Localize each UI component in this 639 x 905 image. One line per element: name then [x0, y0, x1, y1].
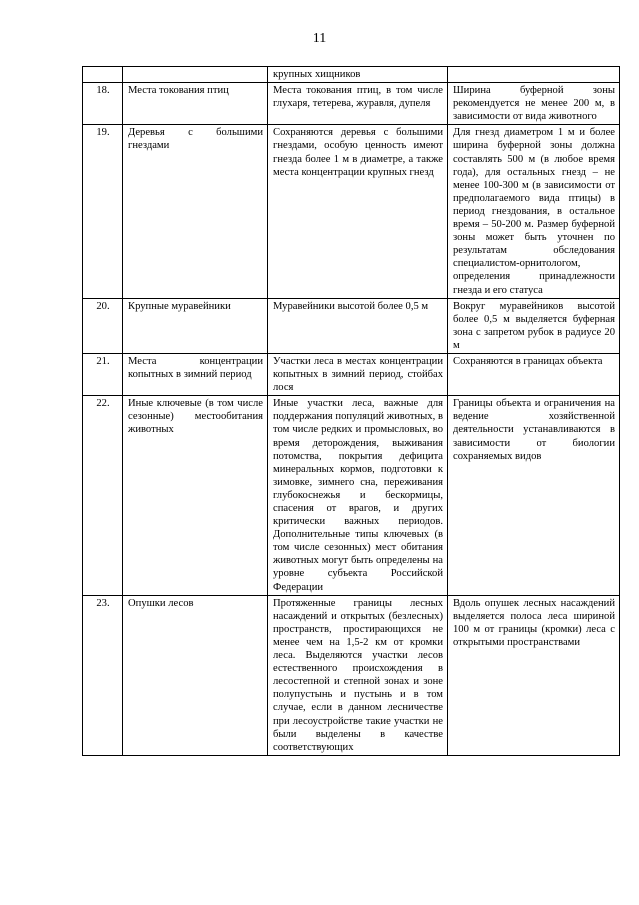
- table-row: [83, 298, 620, 353]
- object-name: Места концентрации копытных в зимний период: [123, 353, 268, 395]
- row-number: [83, 67, 123, 83]
- protection-regime: [448, 67, 620, 83]
- protection-regime: Для гнезд диаметром 1 м и более ширина буферной зоны должна составлять 500 м (в любое время года), для остальных гнезд – не менее 100-300 м (в зависимости от предполагаемого вида птицы) в период гнездования, в остальное время – 50-200 м. Размер буферной зоны может быть уточнен по результатам обследования специалистом-орнитологом, определения принадлежности гнезда и его статуса: [448, 125, 620, 298]
- object-description: Участки леса в местах концентрации копытных в зимний период, стойбах лося: [268, 353, 448, 395]
- table-row: [83, 83, 620, 125]
- row-number: 21.: [83, 353, 123, 395]
- object-description: Сохраняются деревья с большими гнездами, особую ценность имеют гнезда более 1 м в диаметре, а также места концентрации крупных гнезд: [268, 125, 448, 298]
- table-row: [83, 353, 620, 395]
- object-name: Крупные муравейники: [123, 298, 268, 353]
- object-description: Муравейники высотой более 0,5 м: [268, 298, 448, 353]
- protection-regime: Ширина буферной зоны рекомендуется не менее 200 м, в зависимости от вида животного: [448, 83, 620, 125]
- row-number: 22.: [83, 396, 123, 595]
- protection-regime: Вокруг муравейников высотой более 0,5 м выделяется буферная зона с запретом рубок в радиусе 20 м: [448, 298, 620, 353]
- object-name: Деревья с большими гнездами: [123, 125, 268, 298]
- protection-regime: Сохраняются в границах объекта: [448, 353, 620, 395]
- protection-regime: Вдоль опушек лесных насаждений выделяется полоса леса шириной 100 м от границы (кромки) леса с открытыми пространствами: [448, 595, 620, 755]
- object-name: [123, 67, 268, 83]
- page-number: 11: [312, 31, 327, 46]
- row-number: 18.: [83, 83, 123, 125]
- row-number: 20.: [83, 298, 123, 353]
- object-description: Места токования птиц, в том числе глухаря, тетерева, журавля, дупеля: [268, 83, 448, 125]
- object-description: крупных хищников: [268, 67, 448, 83]
- object-name: Места токования птиц: [123, 83, 268, 125]
- object-name: Иные ключевые (в том числе сезонные) местообитания животных: [123, 396, 268, 595]
- table-row: [83, 396, 620, 595]
- object-name: Опушки лесов: [123, 595, 268, 755]
- object-description: Иные участки леса, важные для поддержания популяций животных, в том числе редких и промысловых, во время деторождения, выживания потомства, покрытия дефицита минеральных кормов, подготовки к зимовке, зимнего сна, переживания глубокоснежья и бескормицы, спасения от врагов, и других критически важных периодов. Дополнительные типы ключевых (в том числе сезонных) мест обитания животных могут быть определены на уровне субъекта Российской Федерации: [268, 396, 448, 595]
- row-number: 19.: [83, 125, 123, 298]
- key-habitats-table: [82, 66, 620, 756]
- table-row: [83, 125, 620, 298]
- protection-regime: Границы объекта и ограничения на ведение хозяйственной деятельности устанавливаются в зависимости от биологии сохраняемых видов: [448, 396, 620, 595]
- table-row: [83, 595, 620, 755]
- table-row: [83, 67, 620, 83]
- object-description: Протяженные границы лесных насаждений и открытых (безлесных) пространств, простирающихся не менее чем на 1,5-2 км от кромки леса. Выделяются участки лесов естественного происхождения в лесостепной и степной зонах и зоне полупустынь и пустынь и в том случае, если в данном лесничестве при лесоустройстве такие участки не были выделены в качестве соответствующих: [268, 595, 448, 755]
- row-number: 23.: [83, 595, 123, 755]
